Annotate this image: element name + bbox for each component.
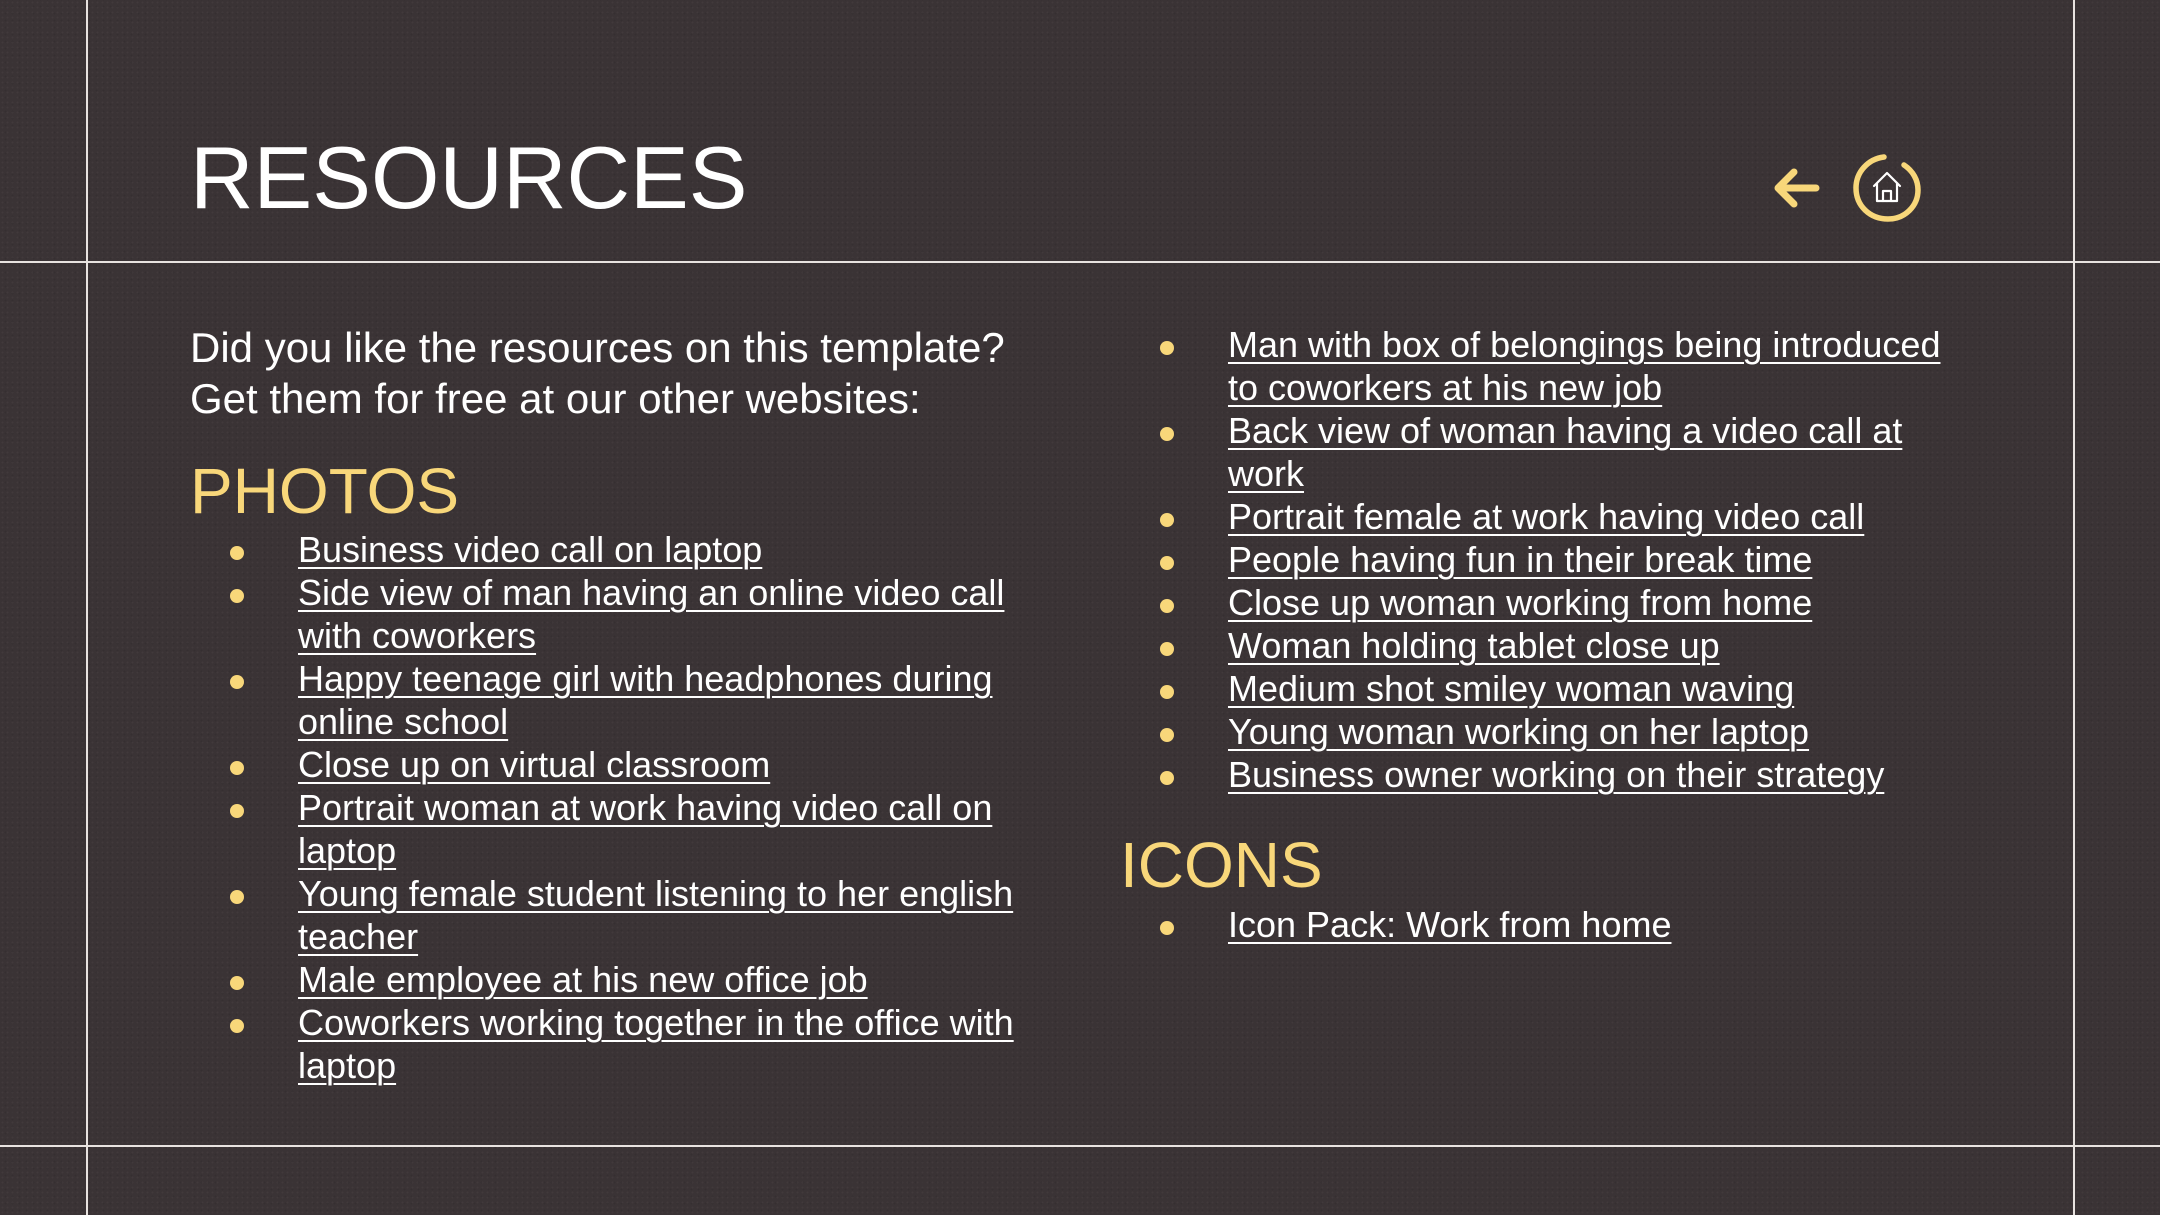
arrow-left-icon [1770,166,1820,210]
list-item [1120,710,1980,753]
photos-list-left [190,528,1050,1087]
bullet-icon [230,761,244,775]
intro-line-1: Did you like the resources on this template? [190,324,1005,371]
guide-line-bottom [0,1145,2160,1147]
photo-link[interactable]: Business video call on laptop [298,529,763,570]
bullet-icon [230,1019,244,1033]
bullet-icon [1160,642,1174,656]
photo-link[interactable]: Close up on virtual classroom [298,744,771,785]
bullet-icon [230,546,244,560]
list-item [1120,323,1980,409]
list-item [1120,667,1980,710]
intro-text [190,322,1060,424]
intro-line-2: Get them for free at our other websites: [190,375,921,422]
list-item [190,872,1050,958]
bullet-icon [1160,556,1174,570]
bullet-icon [1160,599,1174,613]
guide-line-left [86,0,88,1215]
guide-line-right [2073,0,2075,1215]
list-item [190,571,1050,657]
photo-link[interactable]: Side view of man having an online video call with coworkers [298,572,1005,656]
bullet-icon [1160,921,1174,935]
icons-list [1120,903,1980,946]
list-item [190,1001,1050,1087]
slide-navigation [1770,150,1926,230]
list-item [1120,495,1980,538]
photos-heading: PHOTOS [190,455,460,527]
bullet-icon [230,976,244,990]
bullet-icon [230,804,244,818]
list-item [190,743,1050,786]
photo-link[interactable]: Happy teenage girl with headphones during online school [298,658,993,742]
list-item [1120,581,1980,624]
bullet-icon [230,675,244,689]
photos-list-right [1120,323,1980,796]
photo-link[interactable]: Young woman working on her laptop [1228,711,1810,752]
bullet-icon [1160,427,1174,441]
bullet-icon [1160,513,1174,527]
list-item [190,786,1050,872]
list-item [1120,538,1980,581]
list-item [190,657,1050,743]
back-button[interactable] [1770,166,1820,215]
photo-link[interactable]: Back view of woman having a video call at work [1228,410,1903,494]
bullet-icon [1160,771,1174,785]
photo-link[interactable]: Portrait female at work having video call [1228,496,1865,537]
icons-heading: ICONS [1120,829,1323,901]
photo-link[interactable]: Close up woman working from home [1228,582,1813,623]
list-item [1120,903,1980,946]
list-item [1120,624,1980,667]
list-item [190,528,1050,571]
list-item [1120,753,1980,796]
photo-link[interactable]: Medium shot smiley woman waving [1228,668,1795,709]
bullet-icon [230,890,244,904]
bullet-icon [1160,341,1174,355]
list-item [190,958,1050,1001]
bullet-icon [230,589,244,603]
bullet-icon [1160,728,1174,742]
list-item [1120,409,1980,495]
photo-link[interactable]: Young female student listening to her english teacher [298,873,1014,957]
photo-link[interactable]: Male employee at his new office job [298,959,868,1000]
home-icon [1848,150,1926,226]
slide-title: RESOURCES [190,128,748,227]
bullet-icon [1160,685,1174,699]
home-button[interactable] [1848,150,1926,231]
photo-link[interactable]: People having fun in their break time [1228,539,1813,580]
photo-link[interactable]: Portrait woman at work having video call on laptop [298,787,993,871]
photo-link[interactable]: Coworkers working together in the office with laptop [298,1002,1014,1086]
icon-pack-link[interactable]: Icon Pack: Work from home [1228,904,1672,945]
guide-line-top [0,261,2160,263]
photo-link[interactable]: Man with box of belongings being introduced to coworkers at his new job [1228,324,1941,408]
photo-link[interactable]: Business owner working on their strategy [1228,754,1885,795]
photo-link[interactable]: Woman holding tablet close up [1228,625,1720,666]
